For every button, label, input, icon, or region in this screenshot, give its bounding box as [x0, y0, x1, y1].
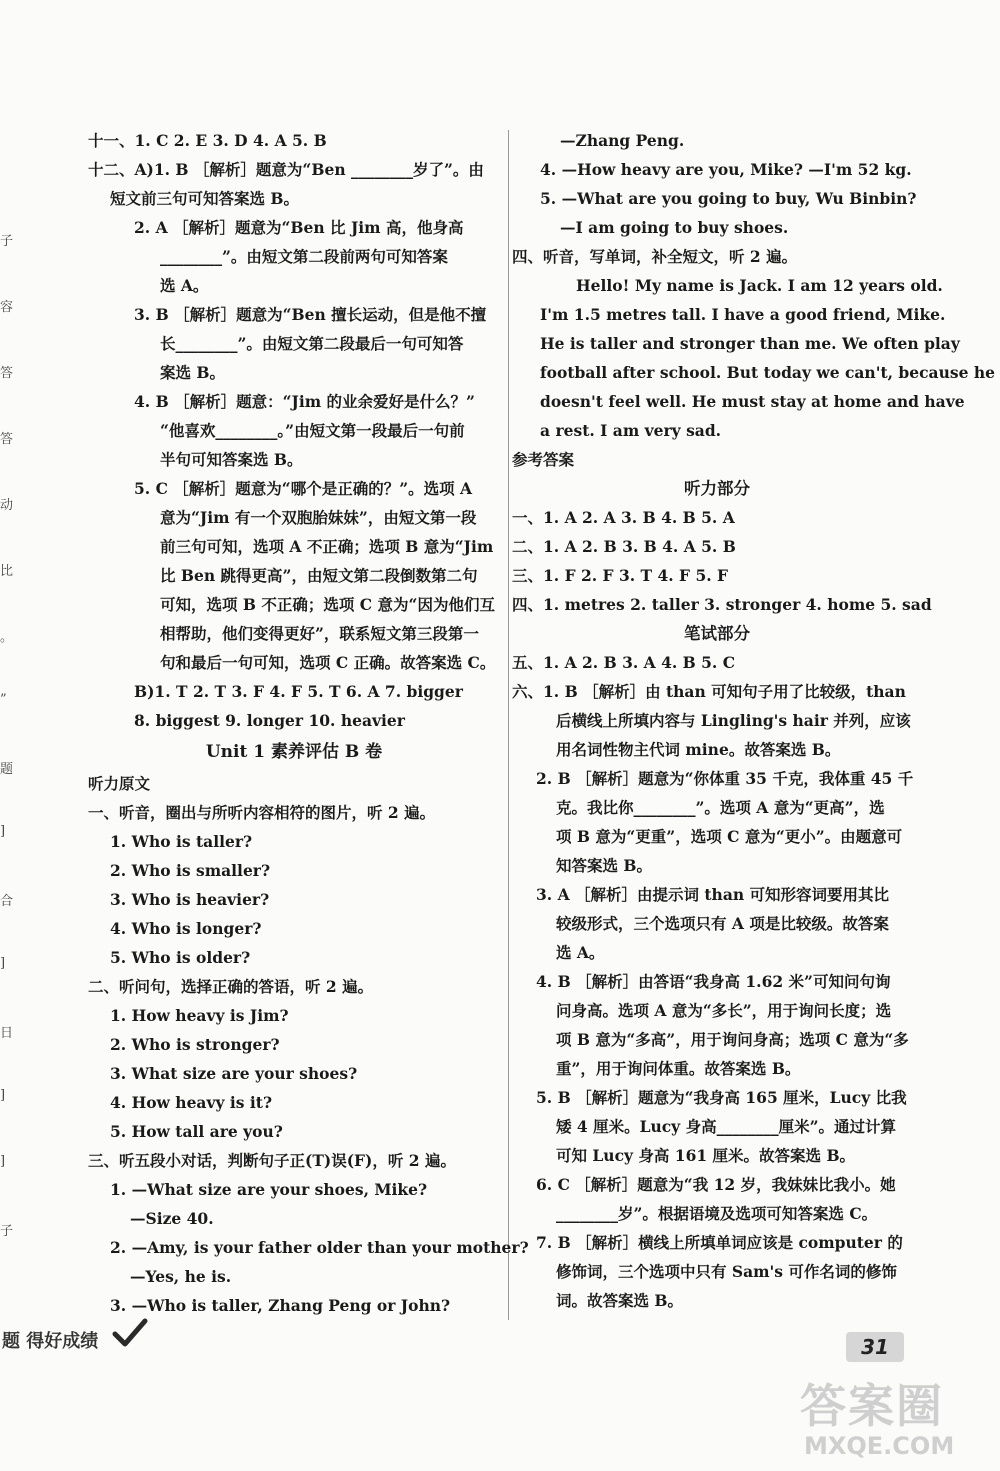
section-heading: 听力原文 — [88, 774, 151, 793]
answer-line: 半句可知答案选 B。 — [160, 450, 303, 469]
script-line: 4. —How heavy are you, Mike? —I'm 52 kg. — [540, 160, 912, 179]
answer-line: 前三句可知，选项 A 不正确；选项 B 意为“Jim — [160, 537, 494, 556]
edge-fragment: ] — [0, 824, 6, 839]
answer-line: 项 B 意为“更重”，选项 C 意为“更小”。由题意可 — [556, 827, 903, 846]
watermark-url: MXQE.COM — [804, 1432, 955, 1460]
watermark-logo — [800, 1380, 954, 1460]
checkmark-icon — [112, 1318, 148, 1348]
answer-line: 比 Ben 跳得更高”，由短文第二段倒数第二句 — [160, 566, 478, 585]
passage-line: He is taller and stronger than me. We often play — [540, 334, 960, 353]
answer-line: 四、1. metres 2. taller 3. stronger 4. home 5. sad — [512, 595, 932, 614]
question-heading: 三、听五段小对话，判断句子正(T)误(F)，听 2 遍。 — [88, 1151, 456, 1170]
answer-line: 后横线上所填内容与 Lingling's hair 并列，应该 — [556, 711, 911, 730]
script-line: 3. Who is heavier? — [110, 890, 270, 909]
section-heading: 参考答案 — [512, 450, 575, 469]
answer-line: 4. B ［解析］由答语“我身高 1.62 米”可知问句询 — [536, 972, 891, 991]
question-heading: 一、听音，圈出与所听内容相符的图片，听 2 遍。 — [88, 803, 436, 822]
answer-line: 十二、A)1. B ［解析］题意为“Ben ________岁了”。由 — [88, 160, 484, 179]
answer-line: 6. C ［解析］题意为“我 12 岁，我妹妹比我小。她 — [536, 1175, 896, 1194]
script-line: 1. Who is taller? — [110, 832, 253, 851]
answer-line: 句和最后一句可知，选项 C 正确。故答案选 C。 — [160, 653, 496, 672]
answer-line: 可知，选项 B 不正确；选项 C 意为“因为他们互 — [160, 595, 495, 614]
answer-line: 项 B 意为“多高”，用于询问身高；选项 C 意为“多 — [556, 1030, 909, 1049]
answer-line: 选 A。 — [556, 943, 605, 962]
script-line: 5. How tall are you? — [110, 1122, 283, 1141]
subsection-heading: 听力部分 — [684, 479, 750, 498]
script-line: 4. How heavy is it? — [110, 1093, 273, 1112]
edge-fragment: ” — [0, 692, 7, 707]
answer-line: 4. B ［解析］题意：“Jim 的业余爱好是什么？” — [134, 392, 475, 411]
answer-line: 短文前三句可知答案选 B。 — [110, 189, 299, 208]
script-line: —Zhang Peng. — [560, 131, 685, 150]
question-heading: 四、听音，写单词，补全短文，听 2 遍。 — [512, 247, 798, 266]
answer-line: 五、1. A 2. B 3. A 4. B 5. C — [512, 653, 736, 672]
column-divider — [508, 130, 509, 1320]
edge-fragment: 子 — [0, 1224, 14, 1239]
answer-line: 长________”。由短文第二段最后一句可知答 — [160, 334, 464, 353]
answer-line: 克。我比你________”。选项 A 意为“更高”，选 — [556, 798, 885, 817]
answer-line: “他喜欢________。”由短文第一段最后一句前 — [160, 421, 465, 440]
answer-line: 一、1. A 2. A 3. B 4. B 5. A — [512, 508, 735, 527]
edge-fragment: 。 — [0, 630, 14, 645]
right-column — [512, 126, 995, 1315]
script-line: 2. Who is smaller? — [110, 861, 271, 880]
answer-line: 词。故答案选 B。 — [556, 1291, 683, 1310]
answer-line: 六、1. B ［解析］由 than 可知句子用了比较级，than — [512, 682, 906, 701]
answer-line: 修饰词，三个选项中只有 Sam's 可作名词的修饰 — [556, 1262, 897, 1281]
answer-line: 5. B ［解析］题意为“我身高 165 厘米，Lucy 比我 — [536, 1088, 907, 1107]
passage-line: Hello! My name is Jack. I am 12 years old. — [576, 276, 943, 295]
script-line: —Yes, he is. — [130, 1267, 232, 1286]
script-line: —I am going to buy shoes. — [560, 218, 789, 237]
answer-line: B)1. T 2. T 3. F 4. F 5. T 6. A 7. bigger — [134, 682, 463, 701]
script-line: 3. What size are your shoes? — [110, 1064, 358, 1083]
answer-line: 十一、1. C 2. E 3. D 4. A 5. B — [88, 131, 327, 150]
edge-fragment: 子 — [0, 234, 14, 249]
passage-line: I'm 1.5 metres tall. I have a good friend, Mike. — [540, 305, 946, 324]
edge-fragment: 合 — [0, 894, 14, 909]
watermark-text: 答案圈 — [800, 1379, 944, 1433]
script-line: 2. Who is stronger? — [110, 1035, 280, 1054]
edge-fragment: ] — [0, 1154, 6, 1169]
answer-line: 3. A ［解析］由提示词 than 可知形容词要用其比 — [536, 885, 890, 904]
answer-line: 较级形式，三个选项只有 A 项是比较级。故答案 — [556, 914, 889, 933]
script-line: 4. Who is longer? — [110, 919, 262, 938]
answer-line: 意为“Jim 有一个双胞胎妹妹”，由短文第一段 — [160, 508, 477, 527]
answer-line: 三、1. F 2. F 3. T 4. F 5. F — [512, 566, 729, 585]
footer-slogan: 题 得好成绩 — [2, 1331, 99, 1352]
script-line: 5. Who is older? — [110, 948, 251, 967]
unit-title: Unit 1 素养评估 B 卷 — [205, 742, 383, 762]
question-heading: 二、听问句，选择正确的答语，听 2 遍。 — [88, 977, 374, 996]
passage-line: football after school. But today we can't, because he — [540, 363, 995, 382]
answer-line: ________”。由短文第二段前两句可知答案 — [160, 247, 448, 266]
answer-line: 矮 4 厘米。Lucy 身高________厘米”。通过计算 — [556, 1117, 897, 1136]
answer-line: 2. B ［解析］题意为“你体重 35 千克，我体重 45 千 — [536, 769, 914, 788]
edge-fragment: 日 — [0, 1026, 14, 1041]
page-number: 31 — [846, 1332, 904, 1362]
edge-fragment: ] — [0, 956, 6, 971]
edge-fragment: 容 — [0, 300, 14, 315]
answer-line: 选 A。 — [160, 276, 209, 295]
answer-line: 相帮助，他们变得更好”，联系短文第三段第一 — [160, 624, 479, 643]
answer-line: 7. B ［解析］横线上所填单词应该是 computer 的 — [536, 1233, 903, 1252]
script-line: 3. —Who is taller, Zhang Peng or John? — [110, 1296, 451, 1315]
answer-line: 5. C ［解析］题意为“哪个是正确的？”。选项 A — [134, 479, 473, 498]
answer-line: 2. A ［解析］题意为“Ben 比 Jim 高，他身高 — [134, 218, 464, 237]
answer-line: 8. biggest 9. longer 10. heavier — [134, 711, 405, 730]
edge-fragment: 比 — [0, 564, 14, 579]
script-line: 2. —Amy, is your father older than your mother? — [110, 1238, 529, 1257]
subsection-heading: 笔试部分 — [684, 624, 750, 643]
answer-line: ________岁”。根据语境及选项可知答案选 C。 — [556, 1204, 878, 1223]
script-line: 1. How heavy is Jim? — [110, 1006, 289, 1025]
script-line: —Size 40. — [130, 1209, 214, 1228]
script-line: 5. —What are you going to buy, Wu Binbin? — [540, 189, 917, 208]
edge-fragment: 动 — [0, 498, 14, 513]
edge-fragment: 答 — [0, 432, 14, 447]
answer-line: 重”，用于询问体重。故答案选 B。 — [556, 1059, 801, 1078]
edge-fragment: 题 — [0, 762, 14, 777]
edge-fragment: ] — [0, 1088, 6, 1103]
script-line: 1. —What size are your shoes, Mike? — [110, 1180, 428, 1199]
answer-line: 知答案选 B。 — [556, 856, 652, 875]
answer-line: 用名词性物主代词 mine。故答案选 B。 — [556, 740, 841, 759]
answer-line: 案选 B。 — [160, 363, 225, 382]
passage-line: a rest. I am very sad. — [540, 421, 722, 440]
edge-fragment: 答 — [0, 366, 14, 381]
answer-line: 3. B ［解析］题意为“Ben 擅长运动，但是他不擅 — [134, 305, 487, 324]
left-edge-fragments — [0, 230, 16, 1286]
answer-line: 问身高。选项 A 意为“多长”，用于询问长度；选 — [556, 1001, 892, 1020]
answer-line: 二、1. A 2. B 3. B 4. A 5. B — [512, 537, 736, 556]
answer-line: 可知 Lucy 身高 161 厘米。故答案选 B。 — [556, 1146, 856, 1165]
left-column — [88, 126, 529, 1320]
passage-line: doesn't feel well. He must stay at home and have — [540, 392, 965, 411]
